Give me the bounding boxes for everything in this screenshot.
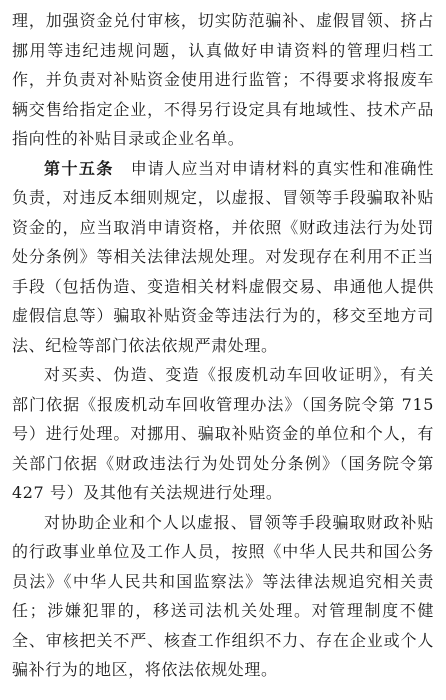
article-15-body: 申请人应当对申请材料的真实性和准确性负责，对违反本细则规定，以虚报、冒领等手段骗取补贴资金的，应当取消申请资格，并依照《财政违法行为处罚处分条例》等相关法律法规处理。对发现存在利用不正当手段（包括伪造、变造相关材料虚假交易、串通他人提供虚假信息等）骗取补贴资金等违法行为的，移交至地方司法、纪检等部门依法依规严肃处理。 (12, 158, 434, 355)
article-15-paragraph (12, 154, 434, 361)
paragraph-continuation: 理，加强资金兑付审核，切实防范骗补、虚假冒领、挤占挪用等违纪违规问题，认真做好申请资料的管理归档工作，并负责对补贴资金使用进行监管；不得要求将报废车辆交售给指定企业，不得另行设定具有地域性、技术产品指向性的补贴目录或企业名单。 (12, 11, 434, 148)
article-15-heading: 第十五条 (44, 158, 114, 178)
accountability-paragraph: 对协助企业和个人以虚报、冒领等手段骗取财政补贴的行政事业单位及工作人员，按照《中华人民共和国公务员法》《中华人民共和国监察法》等法律法规追究相关责任；涉嫌犯罪的，移送司法机关处理。对管理制度不健全、审核把关不严、核查工作组织不力、存在企业或个人骗补行为的地区，将依法依规处理。 (12, 512, 434, 679)
penalty-paragraph: 对买卖、伪造、变造《报废机动车回收证明》，有关部门依据《报废机动车回收管理办法》（国务院令第 715 号）进行处理。对挪用、骗取补贴资金的单位和个人，有关部门依据《财政违法行为处罚处分条例》（国务院令第 427 号）及其他有关法规进行处理。 (12, 365, 434, 502)
